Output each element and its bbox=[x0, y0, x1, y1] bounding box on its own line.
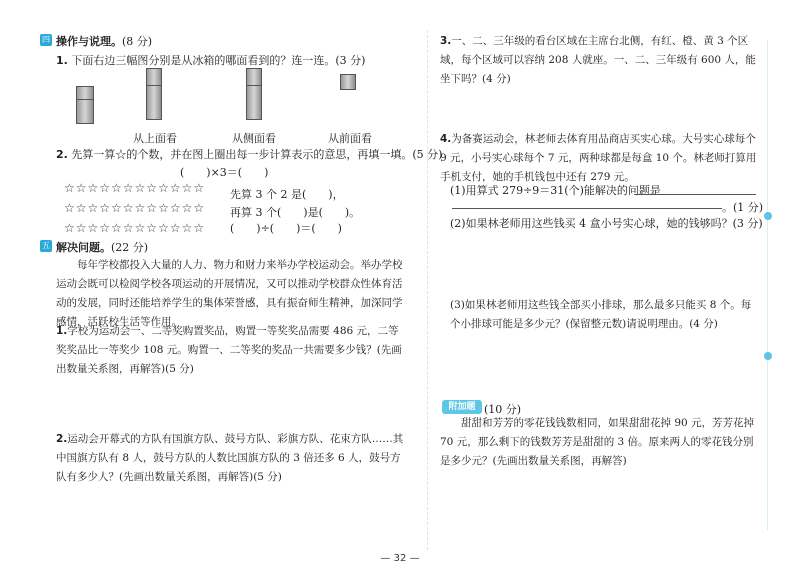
q4-sub1-answer-line[interactable] bbox=[634, 194, 756, 195]
view-label-top: 从上面看 bbox=[133, 132, 177, 145]
star-row: ☆☆☆☆☆☆☆☆☆☆☆☆ bbox=[64, 221, 206, 235]
star-row: ☆☆☆☆☆☆☆☆☆☆☆☆ bbox=[64, 181, 206, 195]
q3 bbox=[440, 32, 760, 89]
s5-q1 bbox=[56, 322, 408, 379]
section4-badge: 四 bbox=[42, 35, 50, 44]
fridge-3d-image bbox=[76, 86, 94, 124]
s5-intro-paragraph: 每年学校都投入大量的人力、物力和财力来举办学校运动会。举办学校运动会既可以检阅学校各项运动的开展情况，又可以推动学校群众性体育活动的发展，同时还能培养学生的集体荣誉感，具有振奋师生精神，加深同学感情，活跃校生活等作用。 bbox=[56, 259, 403, 328]
fridge-view-a-image bbox=[146, 68, 162, 120]
section4-header bbox=[56, 33, 152, 49]
q4-number: 4. bbox=[440, 133, 452, 145]
section5-title: 解决问题。 bbox=[56, 241, 111, 254]
fridge-view-b-image bbox=[246, 68, 262, 120]
section5-score: (22 分) bbox=[111, 241, 149, 254]
s4-q2 bbox=[56, 146, 442, 162]
section5-header bbox=[56, 239, 148, 255]
view-label-side: 从侧面看 bbox=[232, 132, 276, 145]
s5-q2-text: 运动会开幕式的方队有国旗方队、鼓号方队、彩旗方队、花束方队……其中国旗方队有 8 人，鼓号方队的人数比国旗方队的 3 倍还多 6 人，鼓号方队有多少人？(先画出数量关系图，再解答)(5 分) bbox=[56, 433, 404, 483]
q4-text: 为备赛运动会，林老师去体育用品商店买实心球。大号实心球每个 9 元，小号实心球每个 7 元，两种球都是每盒 10 个。林老师打算用手机支付，她的手机钱包中还有 279 元。 bbox=[440, 133, 757, 183]
q4-sub1-answer-line-2[interactable] bbox=[452, 208, 722, 209]
column-divider bbox=[427, 30, 428, 550]
view-label-front: 从前面看 bbox=[328, 132, 372, 145]
section4-title: 操作与说理。 bbox=[56, 35, 122, 48]
q4-sub3: (3)如果林老师用这些钱全部买小排球，那么最多只能买 8 个。每个小排球可能是多少元？(保留整元数)请说明理由。(4 分) bbox=[450, 299, 752, 330]
q3-number: 3. bbox=[440, 35, 452, 47]
bonus-badge: 附加题 bbox=[442, 400, 482, 414]
s4-q1 bbox=[56, 52, 365, 68]
s4-q2-line3: ( )÷( )＝( ) bbox=[230, 222, 342, 235]
binding-dot bbox=[764, 352, 772, 360]
s4-q1-number: 1. bbox=[56, 54, 68, 67]
fridge-door-line bbox=[77, 99, 93, 100]
q4 bbox=[440, 130, 760, 187]
fridge-view-c-image bbox=[340, 74, 356, 90]
s5-q1-number: 1. bbox=[56, 325, 68, 337]
bonus-score: (10 分) bbox=[484, 403, 522, 416]
section4-score: (8 分) bbox=[122, 35, 153, 48]
bonus-text: 甜甜和芳芳的零花钱钱数相同，如果甜甜花掉 90 元，芳芳花掉 70 元，那么剩下的钱数芳芳是甜甜的 3 倍。原来两人的零花钱分别是多少元？(先画出数量关系图，再解答) bbox=[440, 417, 755, 467]
q4-sub1-score: 。(1 分) bbox=[722, 201, 764, 214]
s5-q1-text: 学校为运动会一、二等奖购置奖品，购置一等奖奖品需要 486 元，二等奖奖品比一等奖少 108 元。购置一、二等奖的奖品一共需要多少钱？(先画出数量关系图，再解答)(5 分) bbox=[56, 325, 402, 375]
q4-sub2: (2)如果林老师用这些钱买 4 盒小号实心球，她的钱够吗？(3 分) bbox=[450, 217, 763, 230]
s4-q2-text: 先算一算☆的个数，并在图上圈出每一步计算表示的意思，再填一填。(5 分) bbox=[71, 148, 443, 161]
s4-q2-line2: 再算 3 个( )是( )。 bbox=[230, 206, 361, 219]
s4-q2-top-formula: ( )×3＝( ) bbox=[180, 166, 269, 179]
fridge-door-line bbox=[247, 85, 261, 86]
s4-q1-text: 下面右边三幅图分别是从冰箱的哪面看到的？连一连。(3 分) bbox=[71, 54, 366, 67]
q3-text: 一、二、三年级的看台区域在主席台北侧，有红、橙、黄 3 个区域，每个区域可以容纳 208 人就座。一、二、三年级有 600 人，能坐下吗？(4 分) bbox=[440, 35, 756, 85]
page-number: — 32 — bbox=[380, 553, 420, 564]
binding-line bbox=[767, 40, 768, 530]
binding-dot bbox=[764, 212, 772, 220]
s5-q2-number: 2. bbox=[56, 433, 68, 445]
q4-sub1: (1)用算式 279÷9＝31(个)能解决的问题是 bbox=[450, 184, 661, 197]
s5-q2 bbox=[56, 430, 408, 487]
s4-q2-number: 2. bbox=[56, 148, 68, 161]
fridge-door-line bbox=[147, 85, 161, 86]
star-row: ☆☆☆☆☆☆☆☆☆☆☆☆ bbox=[64, 201, 206, 215]
s4-q2-line1: 先算 3 个 2 是( )， bbox=[230, 188, 344, 201]
section5-badge: 五 bbox=[42, 241, 50, 250]
